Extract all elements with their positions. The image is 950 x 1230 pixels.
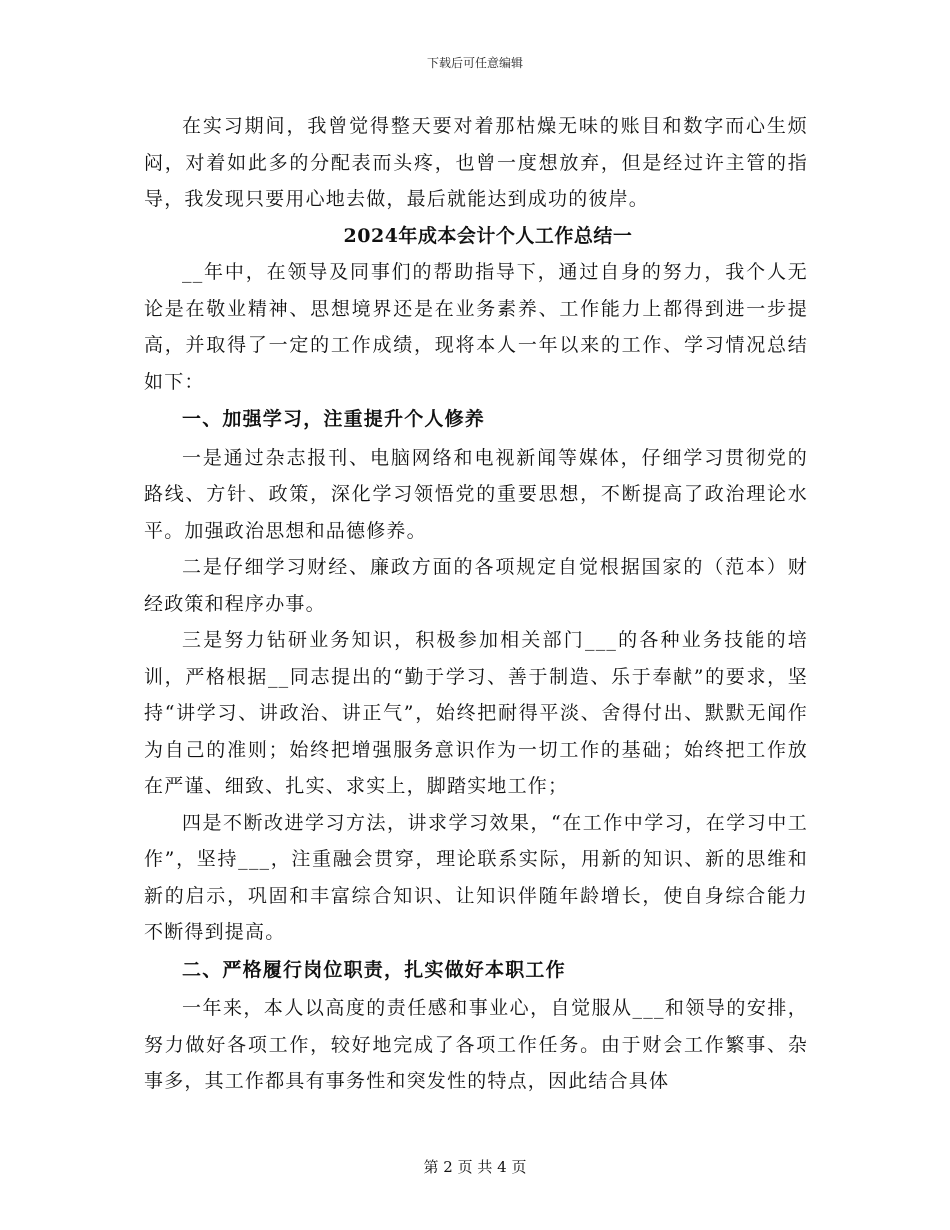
paragraph-duties: 一年来，本人以高度的责任感和事业心，自觉服从___和领导的安排，努力做好各项工作，较好地完成了各项工作任务。由于财会工作繁事、杂事多，其工作都具有事务性和突发性的特点，因此结合具体 (144, 997, 808, 1092)
paragraph-item-2: 二是仔细学习财经、廉政方面的各项规定自觉根据国家的（范本）财经政策和程序办事。 (144, 556, 808, 615)
paragraph-item-3: 三是努力钻研业务知识，积极参加相关部门___的各种业务技能的培训，严格根据__同志提出的“勤于学习、善于制造、乐于奉献”的要求，坚持“讲学习、讲政治、讲正气”，始终把耐得平淡、舍得付出、默默无闻作为自己的准则；始终把增强服务意识作为一切工作的基础；始终把工作放在严谨、细致、扎实、求实上，脚踏实地工作； (144, 629, 808, 797)
paragraph-item-4: 四是不断改进学习方法，讲求学习效果，“在工作中学习，在学习中工作”，坚持___，注重融会贯穿，理论联系实际，用新的知识、新的思维和新的启示，巩固和丰富综合知识、让知识伴随年龄增长，使自身综合能力不断得到提高。 (144, 811, 808, 943)
section-heading-1: 一、加强学习，注重提升个人修养 (182, 408, 486, 430)
paragraph-internship: 在实习期间，我曾觉得整天要对着那枯燥无味的账目和数字而心生烦闷，对着如此多的分配表而头疼，也曾一度想放弃，但是经过许主管的指导，我发现只要用心地去做，最后就能达到成功的彼岸。 (144, 115, 808, 210)
section-heading-2: 二、严格履行岗位职责，扎实做好本职工作 (182, 958, 566, 981)
paragraph-intro: __年中，在领导及同事们的帮助指导下，通过自身的努力，我个人无论是在敬业精神、思想境界还是在业务素养、工作能力上都得到进一步提高，并取得了一定的工作成绩，现将本人一年以来的工作、学习情况总结如下： (144, 261, 808, 393)
paragraph-item-1: 一是通过杂志报刊、电脑网络和电视新闻等媒体，仔细学习贯彻党的路线、方针、政策，深化学习领悟党的重要思想，不断提高了政治理论水平。加强政治思想和品德修养。 (144, 446, 808, 542)
document-title: 2024年成本会计个人工作总结一 (343, 224, 633, 247)
page-header: 下载后可任意编辑 (426, 56, 523, 70)
document-body (144, 108, 808, 1100)
page-footer: 第 2 页 共 4 页 (423, 1158, 527, 1176)
